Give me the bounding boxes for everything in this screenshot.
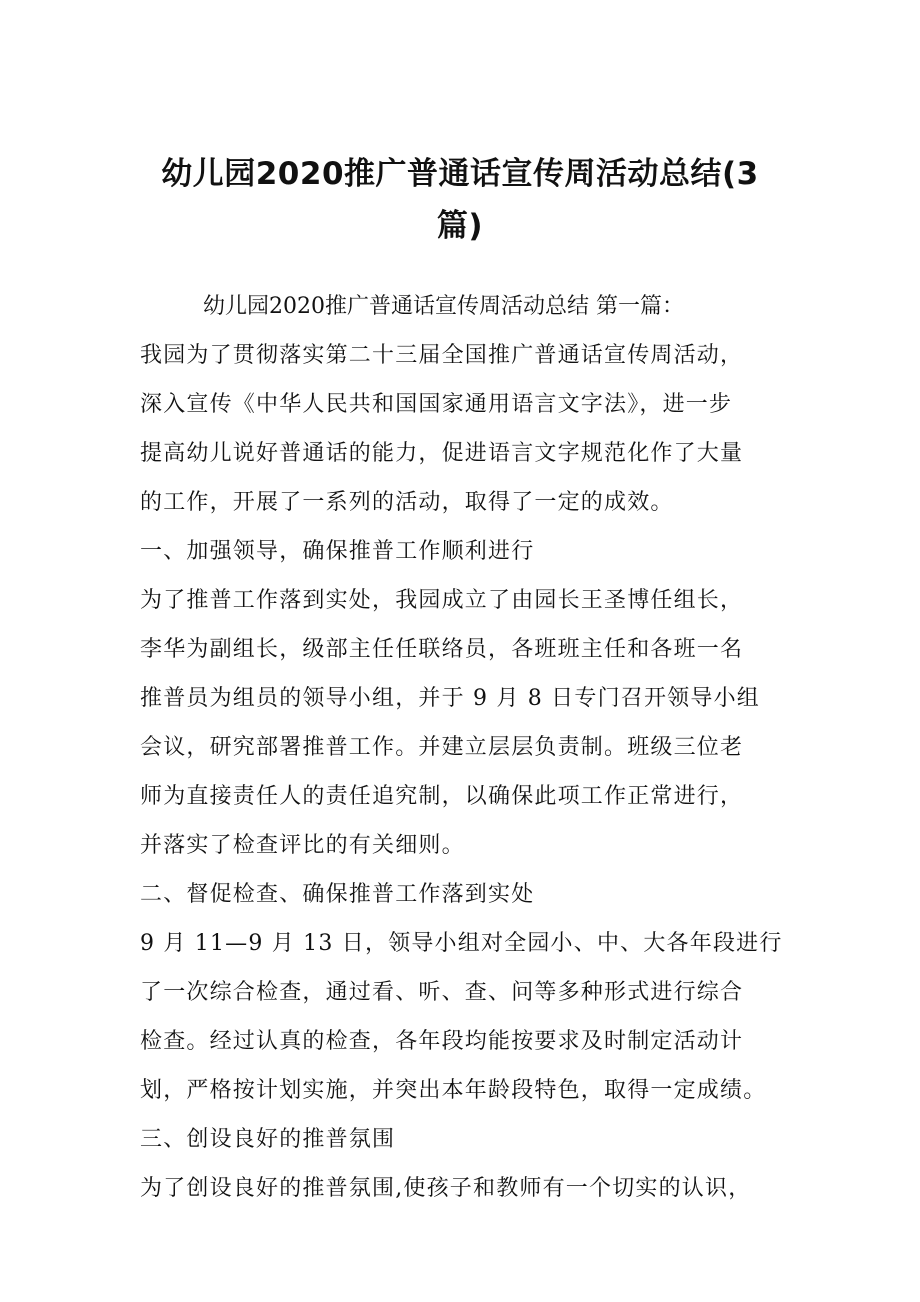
- document-title: 幼儿园2020推广普通话宣传周活动总结(3篇): [161, 156, 759, 244]
- paragraph-line: 并落实了检查评比的有关细则。: [140, 833, 465, 858]
- paragraph-line: 师为直接责任人的责任追究制，以确保此项工作正常进行，: [140, 784, 744, 809]
- paragraph-line: 我园为了贯彻落实第二十三届全国推广普通话宣传周活动，: [140, 343, 744, 368]
- document-body: [140, 282, 800, 1213]
- paragraph-line: 推普员为组员的领导小组，并于 9 月 8 日专门召开领导小组: [140, 686, 760, 711]
- paragraph-line: 检查。经过认真的检查，各年段均能按要求及时制定活动计: [140, 1029, 744, 1054]
- paragraph-line: 为了推普工作落到实处，我园成立了由园长王圣博任组长，: [140, 588, 744, 613]
- paragraph-line: 了一次综合检查，通过看、听、查、问等多种形式进行综合: [140, 980, 744, 1005]
- paragraph-line: 李华为副组长，级部主任任联络员，各班班主任和各班一名: [140, 637, 744, 662]
- paragraph-line: 提高幼儿说好普通话的能力，促进语言文字规范化作了大量: [140, 441, 744, 466]
- section-heading-2: 二、督促检查、确保推普工作落到实处: [140, 882, 535, 907]
- paragraph-line: 9 月 11—9 月 13 日，领导小组对全园小、中、大各年段进行: [140, 931, 783, 956]
- section-intro-heading: 幼儿园2020推广普通话宣传周活动总结 第一篇：: [203, 294, 684, 319]
- paragraph-line: 的工作，开展了一系列的活动，取得了一定的成效。: [140, 490, 674, 515]
- paragraph-line: 深入宣传《中华人民共和国国家通用语言文字法》，进一步: [140, 392, 733, 417]
- paragraph-line: 划，严格按计划实施，并突出本年龄段特色，取得一定成绩。: [140, 1078, 767, 1103]
- section-heading-3: 三、创设良好的推普氛围: [140, 1127, 396, 1152]
- paragraph-line: 为了创设良好的推普氛围,使孩子和教师有一个切实的认识，: [140, 1176, 752, 1201]
- section-heading-1: 一、加强领导，确保推普工作顺利进行: [140, 539, 535, 564]
- paragraph-line: 会议，研究部署推普工作。并建立层层负责制。班级三位老: [140, 735, 744, 760]
